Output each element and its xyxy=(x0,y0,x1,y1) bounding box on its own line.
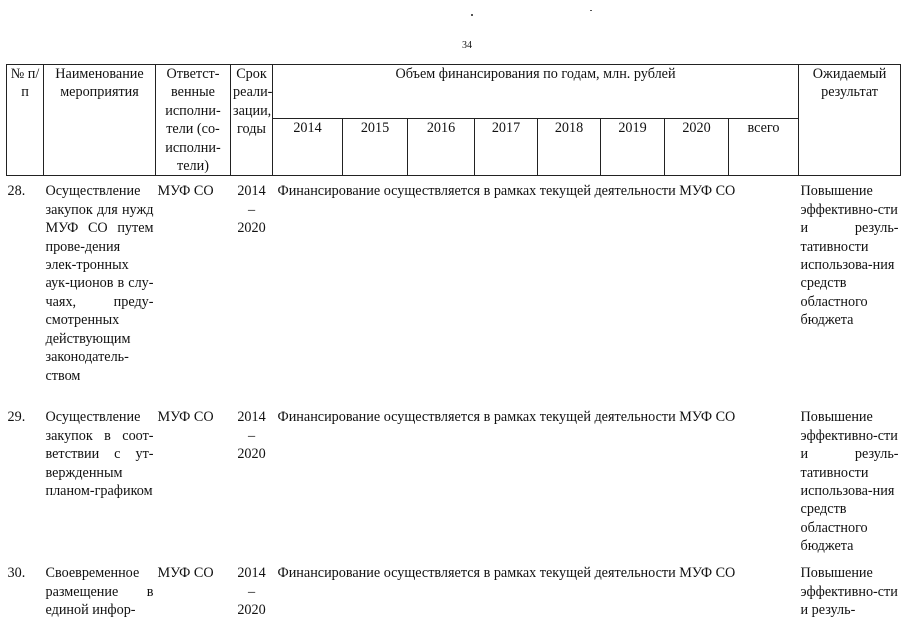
header-year: 2015 xyxy=(343,119,408,176)
header-year: 2016 xyxy=(408,119,475,176)
header-financing: Объем финансирования по годам, млн. рублей xyxy=(273,65,799,119)
financing-note: Финансирование осуществляется в рамках текущей деятельности МУФ СО xyxy=(277,565,736,582)
responsible-executor: МУФ СО xyxy=(157,565,214,582)
table-row xyxy=(7,176,901,403)
header-year: 2019 xyxy=(601,119,665,176)
activity-name: Своевременное размещение в единой инфор- xyxy=(45,565,154,619)
implementation-term: 2014 – 2020 xyxy=(237,565,266,619)
responsible-executor: МУФ СО xyxy=(157,409,214,426)
page-number: 34 xyxy=(462,40,472,51)
financing-note: Финансирование осуществляется в рамках текущей деятельности МУФ СО xyxy=(277,409,736,426)
header-year: 2017 xyxy=(475,119,538,176)
scan-speck xyxy=(590,10,592,11)
header-term: Срок реали-зации, годы xyxy=(231,65,273,176)
responsible-executor: МУФ СО xyxy=(157,183,214,200)
row-number: 29. xyxy=(7,409,26,426)
row-number: 28. xyxy=(7,183,26,200)
header-number: № п/п xyxy=(7,65,44,176)
activity-name: Осуществление закупок в соот-ветствии с ут-вержденным планом-графиком xyxy=(45,409,154,500)
header-year: 2014 xyxy=(273,119,343,176)
header-expected-result: Ожидаемый результат xyxy=(799,65,901,176)
header-activity-name: Наименование мероприятия xyxy=(44,65,156,176)
header-total: всего xyxy=(729,119,799,176)
table-row xyxy=(7,558,901,624)
row-number: 30. xyxy=(7,565,26,582)
financing-plan-table xyxy=(6,64,901,624)
financing-note: Финансирование осуществляется в рамках текущей деятельности МУФ СО xyxy=(277,183,736,200)
header-responsible: Ответст-венные исполни-тели (со-исполни-тели) xyxy=(156,65,231,176)
table-row xyxy=(7,402,901,558)
expected-result: Повышение эффективно-сти и резуль-тативности использова-ния средств областного бюджета xyxy=(800,183,899,329)
activity-name: Осуществление закупок для нужд МУФ СО путем прове-дения элек-тронных аук-ционов в слу-чаях, преду-смотренных действующим законодатель-ством xyxy=(45,183,154,384)
header-year: 2018 xyxy=(538,119,601,176)
header-year: 2020 xyxy=(665,119,729,176)
scan-speck xyxy=(471,14,473,16)
table-header xyxy=(7,65,901,176)
expected-result: Повышение эффективно-сти и резуль-тативности использова-ния средств областного бюджета xyxy=(800,409,899,555)
implementation-term: 2014 – 2020 xyxy=(237,409,266,463)
implementation-term: 2014 – 2020 xyxy=(237,183,266,237)
expected-result: Повышение эффективно-сти и резуль- xyxy=(800,565,898,619)
